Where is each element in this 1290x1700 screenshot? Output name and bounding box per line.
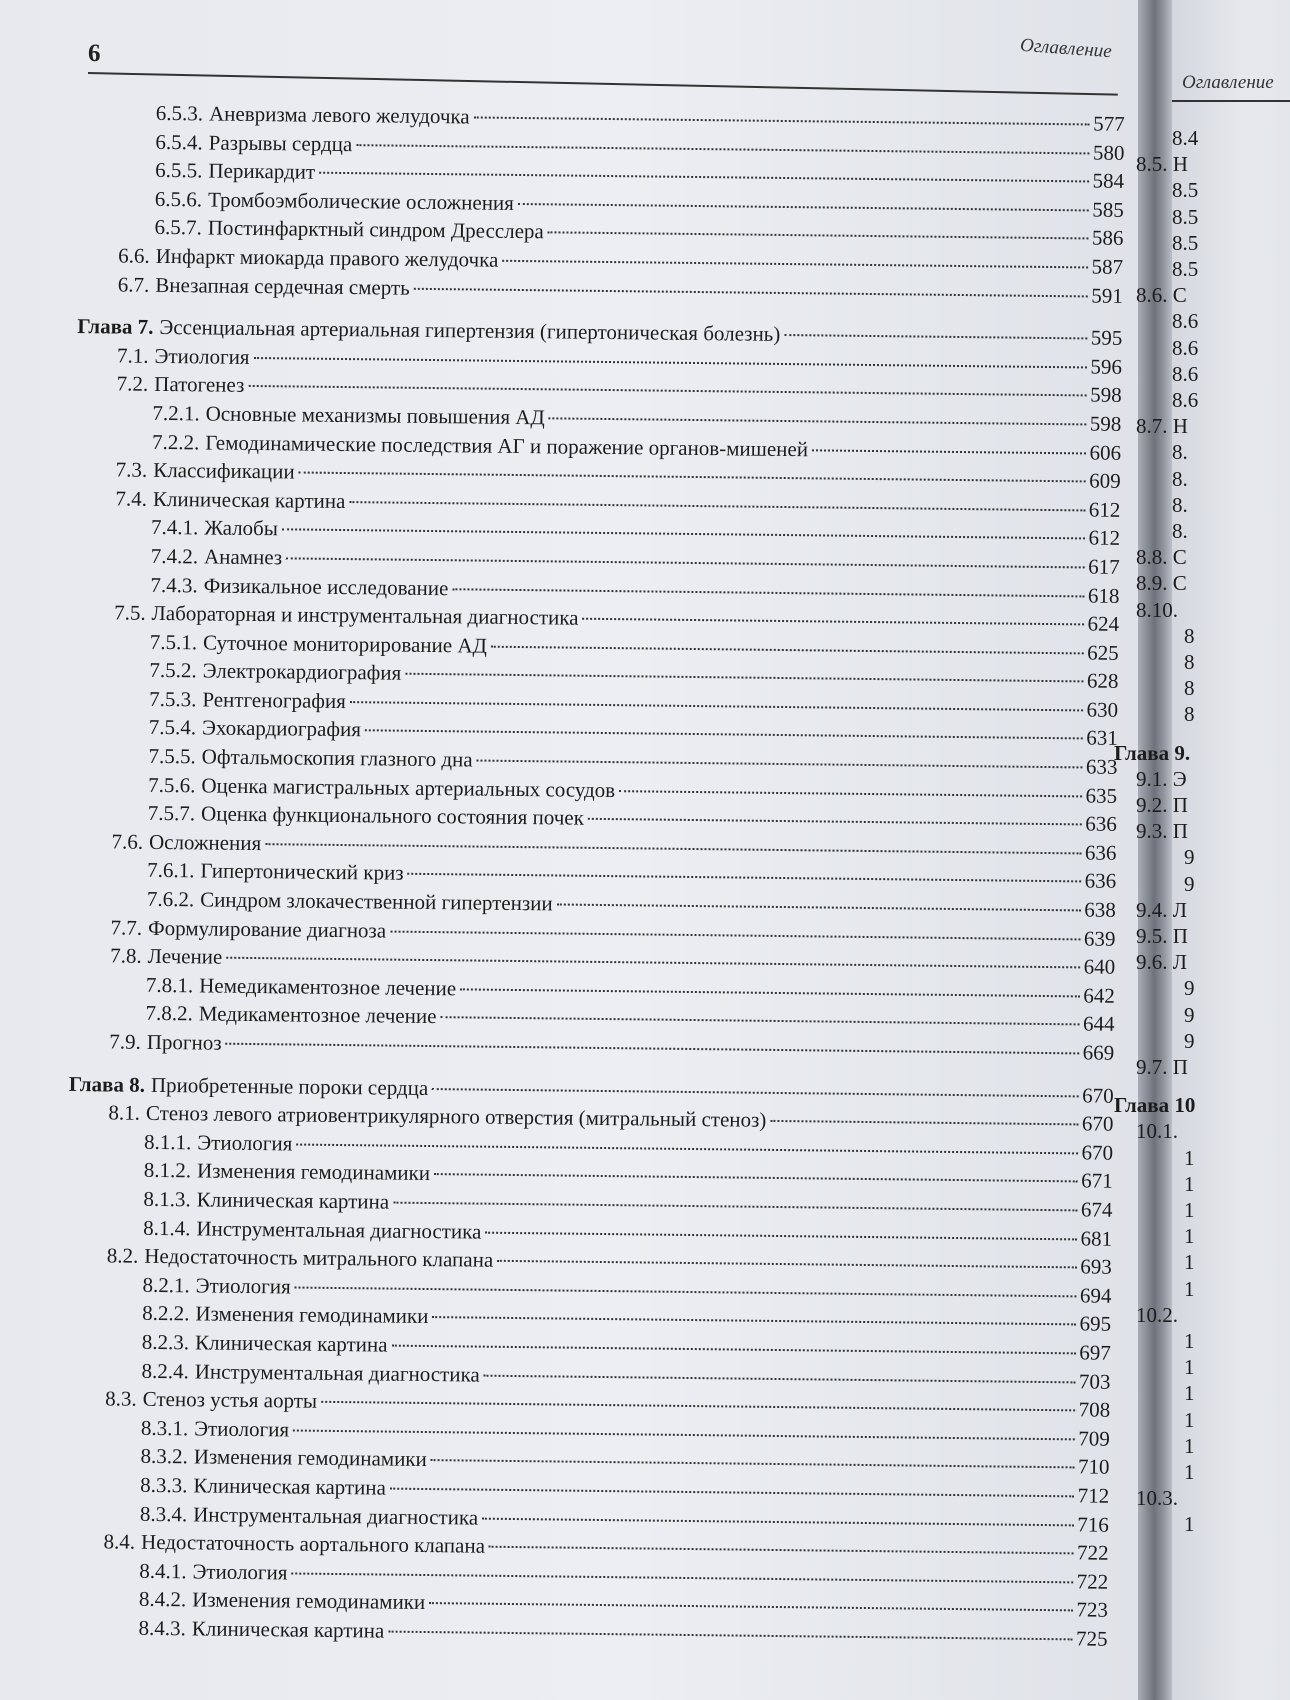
toc-page-number: 580: [1092, 140, 1125, 165]
toc-entry-title: Прогноз: [146, 1029, 222, 1055]
toc-page-number: 674: [1080, 1197, 1113, 1222]
toc-page-number: 670: [1081, 1111, 1114, 1136]
toc-entry-title: Стеноз устья аорты: [142, 1386, 318, 1413]
right-entry-fragment: 8: [1184, 650, 1195, 674]
toc-entry-number: 8.3.: [105, 1386, 137, 1411]
toc-entry-title: Стеноз левого атриовентрикулярного отверстия (митральный стеноз): [145, 1101, 767, 1133]
toc-entry-number: 6.5.4.: [155, 129, 203, 154]
right-entry-fragment: 10.2.: [1136, 1302, 1178, 1327]
right-entry-fragment: 1: [1184, 1171, 1195, 1196]
toc-entry-number: 7.3.: [115, 457, 148, 482]
toc-entry-title: Жалобы: [204, 515, 279, 541]
toc-entry-number: 7.7.: [110, 915, 143, 940]
toc-entry-title: Изменения гемодинамики: [196, 1158, 431, 1186]
toc-entry-number: 8.3.1.: [140, 1415, 189, 1441]
running-head-right: Оглавление: [1182, 72, 1274, 93]
toc-entry-title: Оценка магистральных артериальных сосудов: [201, 773, 616, 802]
toc-entry-title: Клиническая картина: [152, 486, 346, 513]
toc-page-number: 598: [1089, 411, 1122, 436]
dot-leader: [784, 313, 1087, 339]
toc-page-number: 591: [1091, 283, 1123, 308]
right-entry-fragment: 1: [1184, 1355, 1195, 1380]
toc-page-number: 606: [1089, 440, 1122, 465]
toc-list: [62, 96, 1124, 1651]
toc-entry: [62, 1611, 1107, 1651]
toc-entry-title: Гипертонический криз: [200, 858, 404, 886]
toc-entry-title: Постинфарктный синдром Дресслера: [207, 215, 544, 244]
toc-entry-number: 8.4.2.: [138, 1587, 187, 1612]
toc-entry-number: 6.5.6.: [154, 186, 203, 212]
toc-page-number: 694: [1079, 1283, 1112, 1308]
toc-entry-number: 7.2.2.: [151, 429, 200, 454]
toc-entry-number: 8.3.3.: [140, 1472, 188, 1498]
toc-entry-title: Инструментальная диагностика: [193, 1501, 479, 1530]
toc-entry-title: Изменения гемодинамики: [195, 1301, 429, 1329]
toc-page-number: 612: [1088, 525, 1121, 551]
toc-page-number: 609: [1089, 468, 1121, 493]
right-entry-fragment: 1: [1184, 1329, 1195, 1353]
right-entry-fragment: 9.6. Л: [1136, 950, 1187, 975]
toc-page-number: 585: [1092, 197, 1124, 222]
toc-entry-title: Внезапная сердечная смерть: [155, 272, 410, 300]
toc-page-number: 598: [1090, 382, 1122, 408]
right-entry-fragment: 8: [1184, 676, 1195, 701]
dot-leader: [770, 1099, 1078, 1125]
right-entry-fragment: 8.6: [1172, 309, 1199, 334]
toc-page-number: 712: [1077, 1483, 1110, 1508]
toc-entry-number: 7.1.: [116, 343, 149, 368]
toc-page-number: 708: [1078, 1397, 1111, 1422]
toc-entry-title: Лечение: [147, 944, 223, 969]
right-entry-fragment: 1: [1184, 1381, 1195, 1406]
right-entry-fragment: 8: [1184, 623, 1195, 648]
toc-page-number: 595: [1090, 325, 1123, 350]
toc-entry-title: Аневризма левого желудочка: [208, 101, 470, 129]
toc-entry-number: 6.7.: [117, 272, 150, 297]
book-gutter: [1138, 0, 1174, 1700]
toc-page-number: 722: [1076, 1569, 1109, 1594]
right-entry-fragment: 8.6: [1172, 335, 1199, 360]
toc-page-number: 642: [1083, 983, 1115, 1008]
toc-page-number: 625: [1087, 640, 1119, 665]
right-entry-fragment: 8: [1184, 702, 1195, 727]
toc-entry-number: 6.6.: [118, 243, 150, 268]
right-entry-fragment: 8.5. Н: [1136, 152, 1188, 177]
right-entry-fragment: 8.6: [1172, 361, 1199, 386]
toc-page-number: 640: [1083, 954, 1116, 980]
toc-page-number: 671: [1081, 1168, 1113, 1194]
toc-entry-title: Инфаркт миокарда правого желудочка: [155, 243, 499, 272]
toc-entry-number: 7.8.: [110, 943, 142, 968]
toc-entry-title: Гемодинамические последствия АГ и поражение органов-мишеней: [205, 429, 809, 461]
toc-entry-title: Синдром злокачественной гипертензии: [200, 887, 553, 916]
toc-entry-number: 8.2.4.: [141, 1358, 189, 1383]
toc-entry-number: Глава 7.: [77, 314, 154, 340]
toc-page-number: 703: [1078, 1368, 1111, 1394]
toc-entry-title: Этиология: [154, 343, 250, 369]
toc-entry-title: Физикальное исследование: [203, 572, 449, 600]
toc-entry-number: Глава 8.: [68, 1071, 146, 1097]
toc-entry: [78, 268, 1123, 308]
right-entry-fragment: 9.1. Э: [1136, 766, 1187, 791]
toc-entry-title: Разрывы сердца: [208, 130, 353, 156]
right-entry-fragment: 9.7. П: [1136, 1055, 1188, 1079]
toc-entry-number: 8.2.3.: [141, 1329, 190, 1355]
toc-page-number: 630: [1086, 697, 1119, 722]
toc-entry-number: 7.8.1.: [145, 972, 194, 998]
right-entry-fragment: 9: [1184, 976, 1195, 1001]
toc-entry-number: 7.5.5.: [148, 743, 196, 769]
right-entry-fragment: 9: [1184, 845, 1195, 870]
toc-entry-title: Изменения гемодинамики: [192, 1587, 426, 1615]
toc-entry-title: Клиническая картина: [196, 1187, 390, 1214]
toc-entry-number: 7.8.2.: [145, 1001, 193, 1026]
toc-entry-number: 8.3.4.: [139, 1501, 188, 1526]
toc-entry-number: 8.1.4.: [143, 1215, 191, 1240]
toc-entry-number: 8.1.3.: [143, 1186, 191, 1212]
right-entry-fragment: 8.: [1172, 440, 1188, 465]
toc-page-number: 695: [1079, 1311, 1112, 1337]
toc-page-number: 725: [1075, 1626, 1108, 1651]
right-entry-fragment: 8.9. С: [1136, 571, 1187, 596]
right-entry-fragment: 1: [1184, 1512, 1195, 1537]
toc-entry-title: Перикардит: [208, 158, 316, 184]
toc-page-number: 628: [1086, 668, 1119, 694]
toc-page-number: 638: [1084, 897, 1116, 922]
toc-entry-number: 7.4.: [115, 486, 148, 511]
dot-leader: [619, 769, 1082, 797]
dot-leader: [432, 1067, 1078, 1097]
toc-entry-number: 7.9.: [109, 1029, 141, 1054]
toc-entry-number: 8.1.2.: [143, 1158, 192, 1183]
right-entry-fragment: 8.4: [1172, 126, 1199, 150]
toc-entry-title: Инструментальная диагностика: [194, 1358, 480, 1387]
toc-entry-number: 8.4.3.: [138, 1615, 187, 1641]
toc-entry-number: 8.4.: [103, 1529, 136, 1554]
header-rule-right: [1172, 100, 1290, 102]
toc-entry-title: Формулирование диагноза: [147, 915, 387, 943]
toc-page-number: 670: [1081, 1140, 1114, 1165]
toc-entry-title: Немедикаментозное лечение: [199, 973, 457, 1001]
header-rule: [88, 72, 1118, 96]
toc-entry-title: Эссенциальная артериальная гипертензия (гипертоническая болезнь): [159, 315, 781, 347]
toc-entry-title: Осложнения: [148, 829, 262, 855]
right-entry-fragment: 1: [1184, 1145, 1195, 1170]
toc-page-number: 636: [1085, 811, 1117, 837]
right-page: [1114, 0, 1290, 1700]
toc-entry-number: 7.6.2.: [146, 886, 195, 912]
toc-entry-title: Этиология: [197, 1130, 293, 1156]
toc-page-number: 669: [1082, 1040, 1115, 1065]
toc-entry-title: Клиническая картина: [191, 1616, 385, 1643]
toc-entry-number: 7.2.: [116, 371, 149, 397]
toc-entry-number: 6.5.5.: [155, 158, 203, 183]
toc-page-number: 710: [1077, 1454, 1110, 1480]
toc-entry-title: Этиология: [194, 1416, 290, 1442]
toc-entry-title: Недостаточность митрального клапана: [144, 1243, 494, 1272]
toc-entry-number: 8.2.: [106, 1243, 139, 1268]
right-entry-fragment: 9: [1184, 1028, 1195, 1053]
toc-entry-number: 8.3.2.: [140, 1444, 188, 1469]
toc-page-number: 624: [1087, 611, 1120, 636]
toc-page-number: 635: [1085, 783, 1118, 808]
toc-entry-title: Электрокардиография: [202, 658, 402, 685]
right-entry-fragment: 8.8. С: [1136, 545, 1187, 570]
running-head: Оглавление: [1019, 34, 1113, 63]
right-entry-fragment: 1: [1184, 1276, 1195, 1301]
toc-entry-title: Изменения гемодинамики: [193, 1444, 427, 1472]
toc-entry-number: 8.1.: [108, 1100, 141, 1125]
right-entry-fragment: 8.: [1172, 466, 1188, 491]
right-entry-fragment: 8.5: [1172, 204, 1199, 229]
toc-page-number: 617: [1088, 554, 1120, 579]
right-entry-fragment: 1: [1184, 1460, 1195, 1484]
toc-page-number: 636: [1084, 868, 1117, 894]
dot-leader: [549, 396, 1086, 425]
toc-page-number: 586: [1091, 225, 1124, 251]
toc-entry-title: Оценка функционального состояния почек: [200, 801, 585, 831]
toc-entry-title: Патогенез: [154, 372, 245, 398]
right-entry-fragment: 1: [1184, 1433, 1195, 1458]
toc-entry-number: 7.6.: [111, 829, 144, 854]
right-entry-fragment: 9.5. П: [1136, 924, 1188, 948]
toc-entry-number: 7.6.1.: [147, 858, 195, 883]
right-entry-fragment: 9: [1184, 871, 1195, 896]
right-entry-fragment: 8.6. С: [1136, 283, 1187, 308]
right-entry-fragment: 8.5: [1172, 178, 1199, 203]
right-entry-fragment: 10.1.: [1136, 1119, 1178, 1144]
right-entry-fragment: 8.: [1172, 519, 1188, 543]
toc-page-number: 636: [1084, 840, 1117, 865]
toc-entry-title: Офтальмоскопия глазного дна: [201, 744, 473, 772]
toc-page-number: 722: [1076, 1540, 1109, 1565]
toc-entry-number: 7.2.1.: [152, 400, 200, 426]
toc-entry-title: Анамнез: [203, 544, 283, 570]
toc-entry-title: Медикаментозное лечение: [198, 1001, 437, 1029]
toc-entry-title: Эхокардиография: [201, 715, 362, 742]
toc-entry-title: Классификации: [153, 457, 295, 484]
toc-entry-number: 7.5.6.: [148, 772, 196, 798]
toc-entry-number: 7.5.3.: [149, 686, 197, 712]
toc-page-number: 612: [1088, 497, 1121, 522]
toc-entry-number: 8.1.1.: [144, 1129, 192, 1155]
toc-page-number: 723: [1076, 1597, 1109, 1623]
page-header: [88, 30, 1118, 78]
toc-entry-number: 7.5.2.: [149, 658, 197, 683]
dot-leader: [548, 211, 1088, 240]
toc-page-number: 587: [1091, 254, 1124, 279]
toc-entry-title: Суточное мониторирование АД: [202, 630, 488, 658]
toc-entry-title: Тромбоэмболические осложнения: [207, 187, 515, 215]
toc-entry: [69, 1025, 1114, 1065]
toc-page-number: 639: [1083, 926, 1116, 951]
dot-leader: [557, 882, 1081, 911]
dot-leader: [583, 597, 1084, 626]
toc-page-number: 618: [1087, 582, 1120, 608]
toc-page-number: 633: [1085, 754, 1118, 779]
right-entry-fragment: 1: [1184, 1407, 1195, 1432]
toc-entry-title: Этиология: [192, 1559, 288, 1585]
toc-entry-number: 7.5.1.: [149, 629, 198, 655]
right-chapter-fragment: Глава 10: [1114, 1093, 1196, 1118]
toc-page-number: 584: [1092, 168, 1125, 194]
toc-entry-number: 7.5.4.: [148, 715, 197, 740]
toc-entry-number: 8.2.1.: [142, 1272, 190, 1298]
toc-entry-number: 8.2.2.: [142, 1301, 190, 1326]
toc-page-number: 644: [1082, 1011, 1115, 1037]
toc-entry-title: Этиология: [195, 1273, 291, 1299]
right-chapter-fragment: Глава 9.: [1114, 740, 1191, 765]
toc-entry-number: 7.4.2.: [150, 543, 199, 569]
right-entry-fragment: 1: [1184, 1250, 1195, 1275]
right-entry-fragment: 8.5: [1172, 230, 1199, 255]
toc-entry-title: Основные механизмы повышения АД: [205, 401, 545, 430]
toc-entry-number: 6.5.3.: [155, 100, 204, 126]
toc-page-number: 596: [1090, 354, 1123, 379]
toc-entry-title: Приобретенные пороки сердца: [150, 1072, 429, 1100]
page-number: 6: [88, 40, 101, 67]
dot-leader: [588, 797, 1082, 826]
toc-page-number: 577: [1093, 111, 1125, 136]
toc-page-number: 631: [1086, 725, 1118, 751]
toc-page-number: 716: [1077, 1511, 1109, 1537]
toc-entry-title: Клиническая картина: [194, 1330, 388, 1357]
right-entry-fragment: 1: [1184, 1224, 1195, 1249]
toc-page-number: 697: [1079, 1340, 1111, 1365]
right-entry-fragment: 8.6: [1172, 388, 1199, 412]
toc-page-number: 681: [1080, 1225, 1113, 1251]
right-entry-fragment: 1: [1184, 1198, 1195, 1222]
toc-entry-title: Клиническая картина: [193, 1473, 387, 1500]
toc-entry-title: Недостаточность аортального клапана: [140, 1529, 486, 1558]
right-entry-fragment: 9.3. П: [1136, 819, 1188, 844]
toc-entry-title: Рентгенография: [202, 687, 347, 713]
toc-entry-number: 7.5.: [114, 600, 146, 625]
right-entry-fragment: 8.7. Н: [1136, 414, 1188, 439]
right-entry-fragment: 9.2. П: [1136, 793, 1188, 817]
dot-leader: [474, 95, 1090, 125]
toc-entry-number: 7.5.7.: [147, 801, 196, 826]
right-entry-fragment: 9: [1184, 1002, 1195, 1027]
toc-entry-title: Лабораторная и инструментальная диагностика: [151, 600, 579, 630]
toc-entry-number: 7.4.1.: [150, 515, 199, 540]
right-entry-fragment: 9.4. Л: [1136, 897, 1187, 922]
toc-page-number: 670: [1082, 1083, 1114, 1108]
toc-page-number: 693: [1080, 1254, 1112, 1279]
right-entry-fragment: 8.5: [1172, 257, 1199, 281]
toc-entry-title: Инструментальная диагностика: [196, 1215, 482, 1244]
right-entry-fragment: 8.: [1172, 492, 1188, 517]
toc-page-number: 709: [1078, 1426, 1110, 1451]
toc-entry-number: 7.4.3.: [150, 572, 198, 597]
right-entry-fragment: 10.3.: [1136, 1486, 1178, 1511]
toc-entry-number: 8.4.1.: [139, 1558, 187, 1583]
toc-entry-number: 6.5.7.: [154, 215, 202, 240]
dot-leader: [812, 428, 1086, 454]
right-entry-fragment: 8.10.: [1136, 597, 1178, 622]
